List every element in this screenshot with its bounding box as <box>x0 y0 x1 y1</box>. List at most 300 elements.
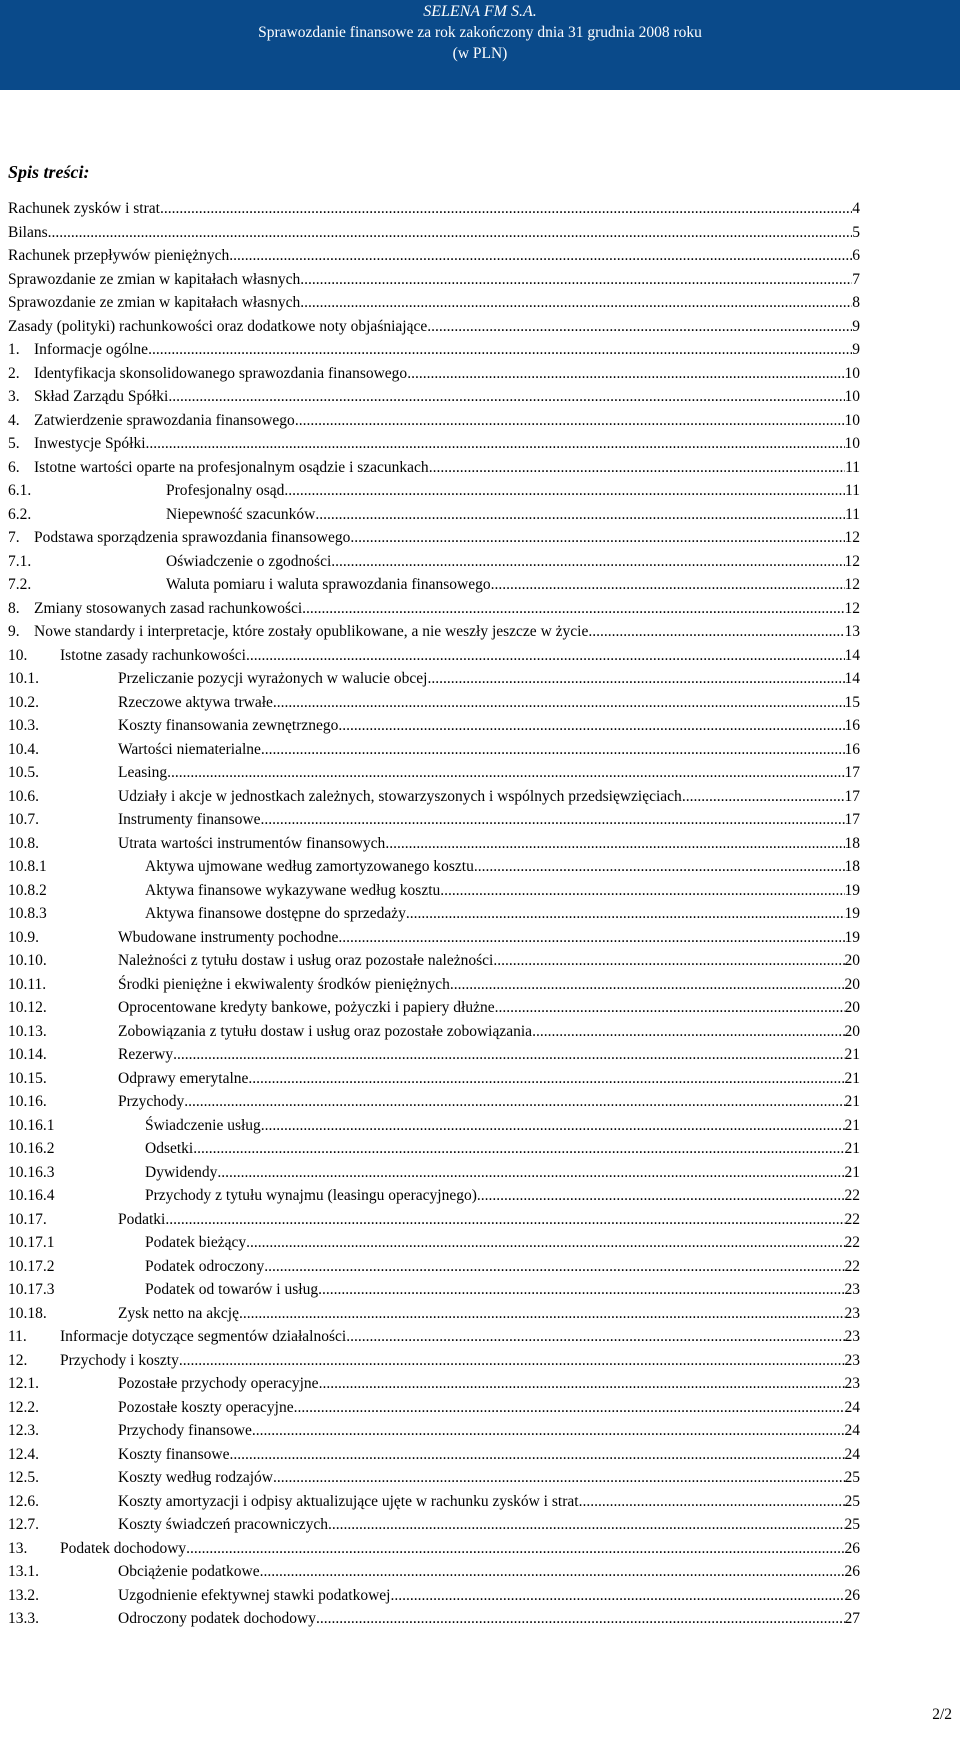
toc-entry[interactable] <box>8 620 860 644</box>
toc-entry-page: 7 <box>852 270 860 288</box>
toc-dot-leader <box>246 644 845 668</box>
toc-entry-page: 25 <box>844 1492 860 1510</box>
toc-entry-page: 18 <box>844 834 860 852</box>
toc-entry[interactable] <box>8 902 860 926</box>
toc-dot-leader <box>328 1513 844 1537</box>
toc-entry-label: Rachunek przepływów pieniężnych <box>8 247 230 264</box>
toc-entry-page: 22 <box>844 1210 860 1228</box>
toc-entry-page: 19 <box>844 905 860 922</box>
toc-entry-page: 19 <box>844 928 860 946</box>
toc-entry[interactable] <box>8 268 860 292</box>
toc-entry-page: 17 <box>844 811 860 828</box>
toc-entry-page: 10 <box>844 435 860 452</box>
toc-entry-number: 6.1. <box>8 482 32 499</box>
toc-entry[interactable] <box>8 761 860 785</box>
toc-entry-page: 22 <box>844 1187 860 1204</box>
toc-entry[interactable] <box>8 1584 860 1608</box>
toc-entry-label: Podatki <box>118 1210 166 1228</box>
toc-entry-page: 8 <box>852 294 860 311</box>
toc-entry-label: Rzeczowe aktywa trwałe <box>118 693 273 711</box>
toc-dot-leader <box>260 1560 845 1584</box>
toc-dot-leader <box>493 949 844 973</box>
toc-entry-label: Nowe standardy i interpretacje, które zostały opublikowane, a nie weszły jeszcze w życie <box>34 623 589 640</box>
toc-entry-label: Identyfikacja skonsolidowanego sprawozdania finansowego <box>34 364 408 382</box>
toc-entry[interactable] <box>8 949 860 973</box>
toc-entry[interactable] <box>8 926 860 950</box>
toc-dot-leader <box>427 315 852 339</box>
toc-dot-leader <box>184 1090 844 1114</box>
toc-entry-page: 19 <box>844 881 860 899</box>
toc-dot-leader <box>319 1372 845 1396</box>
toc-entry-label: Środki pieniężne i ekwiwalenty środków pieniężnych <box>118 975 450 993</box>
toc-entry-label: Przychody <box>118 1093 185 1110</box>
toc-dot-leader <box>346 1325 844 1349</box>
toc-entry-number: 10.16.3 <box>8 1163 55 1181</box>
toc-entry-page: 24 <box>844 1422 860 1439</box>
toc-dot-leader <box>273 1466 845 1490</box>
toc-dot-leader <box>186 1537 844 1561</box>
toc-entry[interactable] <box>8 832 860 856</box>
toc-entry-page: 12 <box>844 529 860 546</box>
toc-entry-label: Zmiany stosowanych zasad rachunkowości <box>34 599 303 617</box>
toc-entry-number: 10.8. <box>8 834 39 852</box>
toc-dot-leader <box>440 879 844 903</box>
toc-entry[interactable] <box>8 362 860 386</box>
toc-entry-number: 12.1. <box>8 1375 39 1392</box>
toc-entry-page: 20 <box>844 952 860 969</box>
toc-entry-label: Przychody finansowe <box>118 1422 252 1439</box>
toc-entry-label: Bilans <box>8 223 48 241</box>
toc-entry-page: 22 <box>844 1257 860 1275</box>
toc-dot-leader <box>173 1043 844 1067</box>
toc-entry-label: Koszty finansowe <box>118 1445 230 1463</box>
toc-entry-label: Udziały i akcje w jednostkach zależnych, stowarzyszonych i wspólnych przedsięwzięciach <box>118 787 682 805</box>
toc-entry-page: 22 <box>844 1234 860 1251</box>
toc-dot-leader <box>477 1184 845 1208</box>
toc-entry-page: 20 <box>844 975 860 993</box>
toc-entry-number: 13.2. <box>8 1586 39 1604</box>
toc-entry-page: 20 <box>844 999 860 1016</box>
toc-dot-leader <box>331 550 844 574</box>
toc-dot-leader <box>407 362 844 386</box>
toc-entry[interactable] <box>8 1443 860 1467</box>
toc-entry[interactable] <box>8 1537 860 1561</box>
toc-entry-page: 10 <box>844 411 860 429</box>
toc-dot-leader <box>294 1396 845 1420</box>
toc-entry-page: 21 <box>844 1093 860 1110</box>
toc-entry[interactable] <box>8 1349 860 1373</box>
toc-entry-number: 10.11. <box>8 975 47 993</box>
toc-dot-leader <box>261 738 845 762</box>
toc-entry-number: 10. <box>8 646 28 664</box>
toc-entry-label: Zatwierdzenie sprawozdania finansowego <box>34 411 295 429</box>
toc-entry-number: 12.2. <box>8 1398 39 1416</box>
toc-entry-page: 12 <box>844 576 860 593</box>
toc-entry-page: 6 <box>852 247 860 264</box>
toc-entry-page: 26 <box>844 1539 860 1557</box>
toc-dot-leader <box>168 385 844 409</box>
toc-entry-number: 10.17.2 <box>8 1257 55 1275</box>
toc-entry[interactable] <box>8 1161 860 1185</box>
toc-entry[interactable] <box>8 221 860 245</box>
toc-entry-number: 7.2. <box>8 576 32 593</box>
toc-entry-label: Informacje dotyczące segmentów działalności <box>60 1328 347 1345</box>
document-header <box>0 0 960 90</box>
toc-dot-leader <box>350 526 844 550</box>
toc-entry-page: 11 <box>845 482 860 499</box>
toc-entry[interactable] <box>8 291 860 315</box>
toc-dot-leader <box>179 1349 845 1373</box>
toc-entry-page: 4 <box>852 200 860 217</box>
toc-entry-number: 6.2. <box>8 505 32 523</box>
toc-dot-leader <box>491 573 845 597</box>
toc-dot-leader <box>230 1443 845 1467</box>
toc-entry-label: Koszty według rodzajów <box>118 1469 273 1486</box>
toc-entry[interactable] <box>8 1607 860 1631</box>
toc-entry[interactable] <box>8 1372 860 1396</box>
toc-dot-leader <box>300 268 852 292</box>
toc-entry-number: 10.8.2 <box>8 881 47 899</box>
toc-entry[interactable] <box>8 1208 860 1232</box>
toc-entry-label: Oświadczenie o zgodności <box>166 552 332 570</box>
toc-entry-label: Oprocentowane kredyty bankowe, pożyczki i papiery dłużne <box>118 999 495 1016</box>
toc-dot-leader <box>146 432 845 456</box>
toc-dot-leader <box>495 996 845 1020</box>
toc-entry-label: Utrata wartości instrumentów finansowych <box>118 834 386 852</box>
toc-dot-leader <box>246 1231 844 1255</box>
toc-entry-page: 21 <box>844 1140 860 1157</box>
toc-entry-number: 10.16.2 <box>8 1140 55 1157</box>
toc-entry-label: Zasady (polityki) rachunkowości oraz dodatkowe noty objaśniające <box>8 317 428 335</box>
toc-entry-label: Podatek odroczony <box>145 1257 265 1275</box>
toc-title: Spis treści: <box>8 162 90 182</box>
toc-entry-label: Profesjonalny osąd <box>166 482 285 499</box>
toc-entry-number: 10.2. <box>8 693 39 711</box>
toc-entry[interactable] <box>8 1231 860 1255</box>
toc-entry-label: Świadczenie usług <box>145 1116 261 1134</box>
toc-entry[interactable] <box>8 1490 860 1514</box>
toc-entry-label: Rachunek zysków i strat <box>8 200 160 217</box>
toc-entry-page: 25 <box>844 1516 860 1533</box>
toc-dot-leader <box>148 338 852 362</box>
toc-entry[interactable] <box>8 338 860 362</box>
toc-entry-number: 10.10. <box>8 952 47 969</box>
toc-entry-label: Podatek bieżący <box>145 1234 247 1251</box>
toc-entry-label: Podatek dochodowy <box>60 1539 187 1557</box>
toc-entry[interactable] <box>8 996 860 1020</box>
toc-entry-page: 24 <box>844 1445 860 1463</box>
toc-entry-label: Dywidendy <box>145 1163 218 1181</box>
toc-entry[interactable] <box>8 1560 860 1584</box>
toc-entry-label: Pozostałe koszty operacyjne <box>118 1398 294 1416</box>
toc-entry-page: 26 <box>844 1586 860 1604</box>
toc-entry-label: Zobowiązania z tytułu dostaw i usług oraz pozostałe zobowiązania <box>118 1022 533 1040</box>
toc-dot-leader <box>160 197 852 221</box>
toc-entry-page: 10 <box>844 364 860 382</box>
toc-entry-label: Rezerwy <box>118 1046 174 1063</box>
toc-entry[interactable] <box>8 1278 860 1302</box>
toc-dot-leader <box>284 479 845 503</box>
toc-entry-page: 24 <box>844 1398 860 1416</box>
toc-entry-number: 10.4. <box>8 740 39 758</box>
toc-entry-page: 5 <box>852 223 860 241</box>
toc-entry[interactable] <box>8 197 860 221</box>
toc-dot-leader <box>264 1255 844 1279</box>
toc-entry[interactable] <box>8 1419 860 1443</box>
toc-entry-label: Wartości niematerialne <box>118 740 261 758</box>
toc-entry-number: 1. <box>8 341 20 358</box>
toc-entry-page: 12 <box>844 599 860 617</box>
toc-entry-label: Sprawozdanie ze zmian w kapitałach własnych <box>8 270 301 288</box>
toc-entry[interactable] <box>8 644 860 668</box>
toc-entry-number: 10.3. <box>8 717 39 734</box>
toc-entry-number: 10.17.3 <box>8 1281 55 1298</box>
toc-entry-number: 10.8.3 <box>8 905 47 922</box>
toc-entry-number: 10.17. <box>8 1210 47 1228</box>
toc-entry[interactable] <box>8 432 860 456</box>
toc-dot-leader <box>474 855 845 879</box>
toc-dot-leader <box>302 597 844 621</box>
toc-entry-number: 12.6. <box>8 1492 39 1510</box>
toc-entry-number: 10.5. <box>8 764 39 781</box>
toc-entry[interactable] <box>8 573 860 597</box>
toc-entry-label: Inwestycje Spółki <box>34 435 146 452</box>
toc-entry-label: Podstawa sporządzenia sprawozdania finansowego <box>34 529 351 546</box>
toc-dot-leader <box>300 291 852 315</box>
toc-entry-number: 5. <box>8 435 20 452</box>
toc-entry-label: Informacje ogólne <box>34 341 149 358</box>
toc-dot-leader <box>229 244 852 268</box>
toc-entry[interactable] <box>8 785 860 809</box>
toc-dot-leader <box>315 503 845 527</box>
toc-entry-page: 11 <box>845 458 860 476</box>
toc-entry-label: Podatek od towarów i usług <box>145 1281 319 1298</box>
toc-entry-number: 12.5. <box>8 1469 39 1486</box>
report-title: Sprawozdanie finansowe za rok zakończony dnia 31 grudnia 2008 roku <box>258 24 702 41</box>
toc-entry-page: 23 <box>844 1304 860 1322</box>
toc-entry[interactable] <box>8 1302 860 1326</box>
toc-dot-leader <box>273 691 845 715</box>
toc-dot-leader <box>385 832 844 856</box>
toc-entry-label: Obciążenie podatkowe <box>118 1563 260 1580</box>
toc-entry-page: 16 <box>844 717 860 734</box>
toc-entry-label: Sprawozdanie ze zmian w kapitałach własnych <box>8 294 301 311</box>
toc-entry-page: 15 <box>844 693 860 711</box>
toc-entry[interactable] <box>8 973 860 997</box>
toc-entry-number: 12. <box>8 1351 28 1369</box>
toc-entry-label: Aktywa finansowe dostępne do sprzedaży <box>145 905 406 922</box>
toc-entry-number: 10.13. <box>8 1022 47 1040</box>
toc-entry[interactable] <box>8 1114 860 1138</box>
toc-entry-label: Odroczony podatek dochodowy <box>118 1610 317 1627</box>
toc-entry-number: 13. <box>8 1539 28 1557</box>
toc-entry[interactable] <box>8 1067 860 1091</box>
toc-entry-number: 2. <box>8 364 20 382</box>
toc-entry[interactable] <box>8 456 860 480</box>
toc-entry-number: 10.16.1 <box>8 1116 55 1134</box>
toc-entry-label: Skład Zarządu Spółki <box>34 388 169 405</box>
toc-entry[interactable] <box>8 691 860 715</box>
toc-dot-leader <box>682 785 845 809</box>
toc-entry-label: Instrumenty finansowe <box>118 811 261 828</box>
toc-entry-number: 6. <box>8 458 20 476</box>
toc-entry-label: Zysk netto na akcję <box>118 1304 239 1322</box>
toc-entry-page: 20 <box>844 1022 860 1040</box>
toc-entry-page: 12 <box>844 552 860 570</box>
toc-entry-label: Koszty finansowania zewnętrznego <box>118 717 339 734</box>
toc-entry-page: 17 <box>844 787 860 805</box>
company-name: SELENA FM S.A. <box>423 3 537 20</box>
toc-dot-leader <box>450 973 845 997</box>
toc-dot-leader <box>338 714 844 738</box>
toc-entry-label: Należności z tytułu dostaw i usług oraz pozostałe należności <box>118 952 494 969</box>
toc-entry[interactable] <box>8 808 860 832</box>
toc-entry[interactable] <box>8 855 860 879</box>
toc-dot-leader <box>429 456 845 480</box>
toc-entry-page: 16 <box>844 740 860 758</box>
toc-entry-label: Niepewność szacunków <box>166 505 316 523</box>
toc-entry-label: Aktywa ujmowane według zamortyzowanego kosztu <box>145 858 474 875</box>
toc-entry[interactable] <box>8 597 860 621</box>
toc-entry-number: 10.14. <box>8 1046 47 1063</box>
toc-entry[interactable] <box>8 1090 860 1114</box>
page-number: 2/2 <box>932 1706 952 1723</box>
toc-entry-label: Uzgodnienie efektywnej stawki podatkowej <box>118 1586 391 1604</box>
toc-entry-number: 12.7. <box>8 1516 39 1533</box>
toc-entry[interactable] <box>8 315 860 339</box>
toc-entry[interactable] <box>8 479 860 503</box>
toc-entry-page: 21 <box>844 1069 860 1087</box>
toc-entry-page: 23 <box>844 1375 860 1392</box>
toc-entry[interactable] <box>8 1513 860 1537</box>
toc-dot-leader <box>588 620 844 644</box>
toc-entry[interactable] <box>8 667 860 691</box>
toc-entry-number: 10.9. <box>8 928 39 946</box>
toc-dot-leader <box>295 409 845 433</box>
toc-entry-number: 10.6. <box>8 787 39 805</box>
toc-dot-leader <box>318 1278 844 1302</box>
currency-note: (w PLN) <box>452 45 508 62</box>
toc-entry-label: Przeliczanie pozycji wyrażonych w walucie obcej <box>118 670 428 687</box>
toc-entry[interactable] <box>8 1396 860 1420</box>
toc-entry-number: 13.1. <box>8 1563 39 1580</box>
toc-entry-page: 26 <box>844 1563 860 1580</box>
toc-entry-number: 13.3. <box>8 1610 39 1627</box>
toc-entry[interactable] <box>8 550 860 574</box>
toc-entry-page: 13 <box>844 623 860 640</box>
toc-dot-leader <box>252 1419 845 1443</box>
toc-entry[interactable] <box>8 1325 860 1349</box>
toc-entry-number: 9. <box>8 623 20 640</box>
toc-entry-label: Aktywa finansowe wykazywane według kosztu <box>145 881 441 899</box>
toc-entry-page: 14 <box>844 646 860 664</box>
toc-entry-number: 3. <box>8 388 20 405</box>
toc-dot-leader <box>167 761 844 785</box>
toc-entry[interactable] <box>8 1137 860 1161</box>
toc-entry-number: 10.1. <box>8 670 39 687</box>
toc-entry-label: Przychody i koszty <box>60 1351 179 1369</box>
toc-entry[interactable] <box>8 879 860 903</box>
toc-entry-label: Koszty świadczeń pracowniczych <box>118 1516 329 1533</box>
toc-entry[interactable] <box>8 526 860 550</box>
toc-dot-leader <box>217 1161 844 1185</box>
toc-dot-leader <box>193 1137 844 1161</box>
toc-entry-page: 25 <box>844 1469 860 1486</box>
toc-entry[interactable] <box>8 1020 860 1044</box>
toc-entry-number: 10.8.1 <box>8 858 47 875</box>
toc-entry-number: 12.3. <box>8 1422 39 1439</box>
toc-entry-label: Pozostałe przychody operacyjne <box>118 1375 319 1392</box>
toc-dot-leader <box>239 1302 845 1326</box>
toc-dot-leader <box>165 1208 844 1232</box>
toc-dot-leader <box>532 1020 844 1044</box>
toc-dot-leader <box>48 221 853 245</box>
toc-entry-page: 27 <box>844 1610 860 1627</box>
toc-entry-page: 23 <box>844 1281 860 1298</box>
toc-entry-label: Przychody z tytułu wynajmu (leasingu operacyjnego) <box>145 1187 477 1204</box>
toc-entry-number: 10.7. <box>8 811 39 828</box>
toc-entry-label: Odsetki <box>145 1140 194 1157</box>
toc-entry-page: 21 <box>844 1163 860 1181</box>
toc-entry-number: 10.16.4 <box>8 1187 55 1204</box>
toc-entry[interactable] <box>8 714 860 738</box>
toc-entry[interactable] <box>8 244 860 268</box>
toc-entry-page: 23 <box>844 1351 860 1369</box>
toc-entry-page: 17 <box>844 764 860 781</box>
toc-entry-number: 8. <box>8 599 20 617</box>
toc-entry-number: 10.16. <box>8 1093 47 1110</box>
toc-entry-page: 18 <box>844 858 860 875</box>
toc-entry-label: Leasing <box>118 764 168 781</box>
toc-entry[interactable] <box>8 409 860 433</box>
toc-entry-number: 10.17.1 <box>8 1234 55 1251</box>
toc-entry-page: 11 <box>845 505 860 523</box>
toc-entry-number: 10.15. <box>8 1069 47 1087</box>
toc-entry-number: 4. <box>8 411 20 429</box>
toc-entry-page: 10 <box>844 388 860 405</box>
toc-dot-leader <box>261 1114 845 1138</box>
toc-dot-leader <box>338 926 844 950</box>
toc-entry-label: Istotne zasady rachunkowości <box>60 646 246 664</box>
toc-entry[interactable] <box>8 385 860 409</box>
toc-entry[interactable] <box>8 1043 860 1067</box>
toc-entry[interactable] <box>8 1466 860 1490</box>
toc-entry-label: Wbudowane instrumenty pochodne <box>118 928 339 946</box>
toc-entry[interactable] <box>8 503 860 527</box>
toc-dot-leader <box>316 1607 844 1631</box>
toc-entry-page: 14 <box>844 670 860 687</box>
toc-entry-page: 9 <box>852 341 860 358</box>
toc-entry-label: Koszty amortyzacji i odpisy aktualizujące ujęte w rachunku zysków i strat <box>118 1492 579 1510</box>
toc-dot-leader <box>579 1490 845 1514</box>
toc-entry-number: 12.4. <box>8 1445 39 1463</box>
toc-entry-page: 21 <box>844 1116 860 1134</box>
toc-entry-number: 10.18. <box>8 1304 47 1322</box>
toc-dot-leader <box>390 1584 844 1608</box>
toc-entry[interactable] <box>8 1255 860 1279</box>
toc-entry-label: Odprawy emerytalne <box>118 1069 249 1087</box>
toc-entry-page: 21 <box>844 1046 860 1063</box>
toc-entry-label: Waluta pomiaru i waluta sprawozdania finansowego <box>166 576 491 593</box>
toc-entry-number: 10.12. <box>8 999 47 1016</box>
toc-entry[interactable] <box>8 1184 860 1208</box>
toc-dot-leader <box>248 1067 844 1091</box>
table-of-contents <box>8 197 860 1631</box>
toc-entry[interactable] <box>8 738 860 762</box>
toc-dot-leader <box>406 902 845 926</box>
toc-entry-number: 11. <box>8 1328 27 1345</box>
toc-entry-page: 9 <box>852 317 860 335</box>
